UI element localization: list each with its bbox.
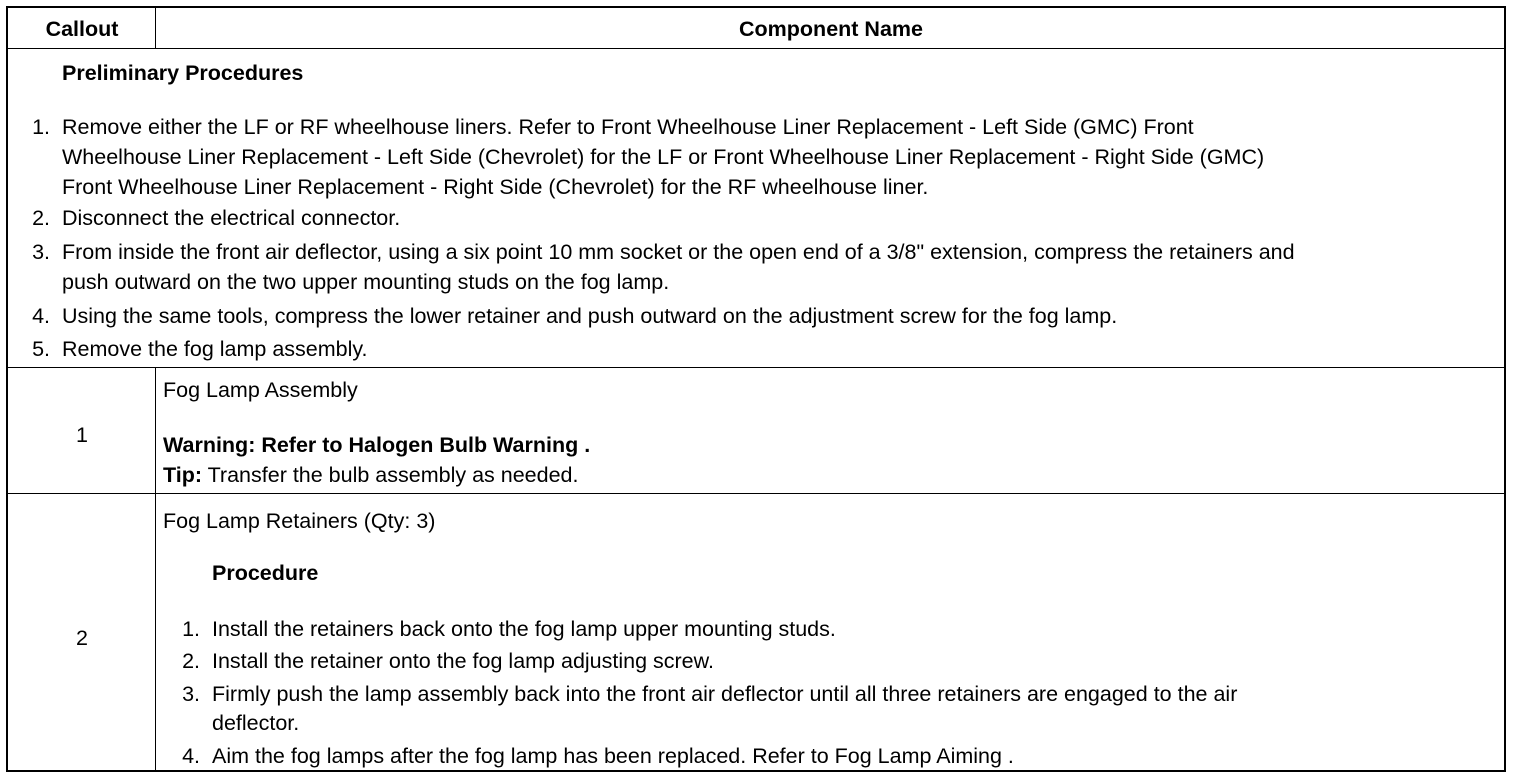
prelim-step-text: Remove the fog lamp assembly. — [62, 337, 368, 361]
prelim-step-text: From inside the front air deflector, using a six point 10 mm socket or the open end of a 3/8" extension, compress the retainers and — [62, 240, 1295, 264]
procedure-step-number: 1. — [182, 617, 200, 641]
prelim-step-number: 1. — [32, 115, 50, 139]
tip-body: Transfer the bulb assembly as needed. — [202, 463, 579, 487]
header-component-name: Component Name — [739, 17, 923, 41]
procedure-step-text: Aim the fog lamps after the fog lamp has been replaced. Refer to Fog Lamp Aiming . — [212, 744, 1014, 768]
tip-label: Tip: — [163, 463, 203, 487]
procedure-step-number: 4. — [182, 744, 200, 768]
component-name: Fog Lamp Assembly — [163, 378, 358, 402]
row-divider-preliminary — [8, 367, 1504, 368]
prelim-step-text: push outward on the two upper mounting studs on the fog lamp. — [62, 270, 670, 294]
preliminary-title: Preliminary Procedures — [62, 61, 304, 85]
procedure-step-text: Firmly push the lamp assembly back into the front air deflector until all three retainers are engaged to the air — [212, 682, 1238, 706]
procedure-step-number: 3. — [182, 682, 200, 706]
callout-number: 2 — [76, 626, 88, 650]
prelim-step-number: 5. — [32, 337, 50, 361]
procedure-step-text: deflector. — [212, 711, 300, 735]
tip-text — [163, 460, 579, 490]
header-divider — [8, 48, 1504, 49]
prelim-step-number: 3. — [32, 240, 50, 264]
component-name: Fog Lamp Retainers (Qty: 3) — [163, 509, 436, 533]
prelim-step-text: Using the same tools, compress the lower retainer and push outward on the adjustment screw for the fog lamp. — [62, 304, 1118, 328]
warning-text: Warning: Refer to Halogen Bulb Warning . — [163, 433, 591, 457]
procedure-title: Procedure — [212, 561, 319, 585]
procedure-step-text: Install the retainers back onto the fog lamp upper mounting studs. — [212, 617, 836, 641]
prelim-step-number: 4. — [32, 304, 50, 328]
callout-number: 1 — [76, 423, 88, 447]
procedure-table — [6, 6, 1506, 772]
prelim-step-text: Wheelhouse Liner Replacement - Left Side (Chevrolet) for the LF or Front Wheelhouse Liner Replacement - Right Side (GMC) — [62, 145, 1265, 169]
procedure-step-text: Install the retainer onto the fog lamp adjusting screw. — [212, 649, 714, 673]
prelim-step-text: Disconnect the electrical connector. — [62, 206, 401, 230]
prelim-step-text: Remove either the LF or RF wheelhouse liners. Refer to Front Wheelhouse Liner Replacement - Left Side (GMC) Front — [62, 115, 1194, 139]
row-divider-1 — [8, 493, 1504, 494]
header-callout: Callout — [45, 17, 119, 41]
prelim-step-text: Front Wheelhouse Liner Replacement - Right Side (Chevrolet) for the RF wheelhouse liner. — [62, 175, 929, 199]
prelim-step-number: 2. — [32, 206, 50, 230]
procedure-step-number: 2. — [182, 649, 200, 673]
